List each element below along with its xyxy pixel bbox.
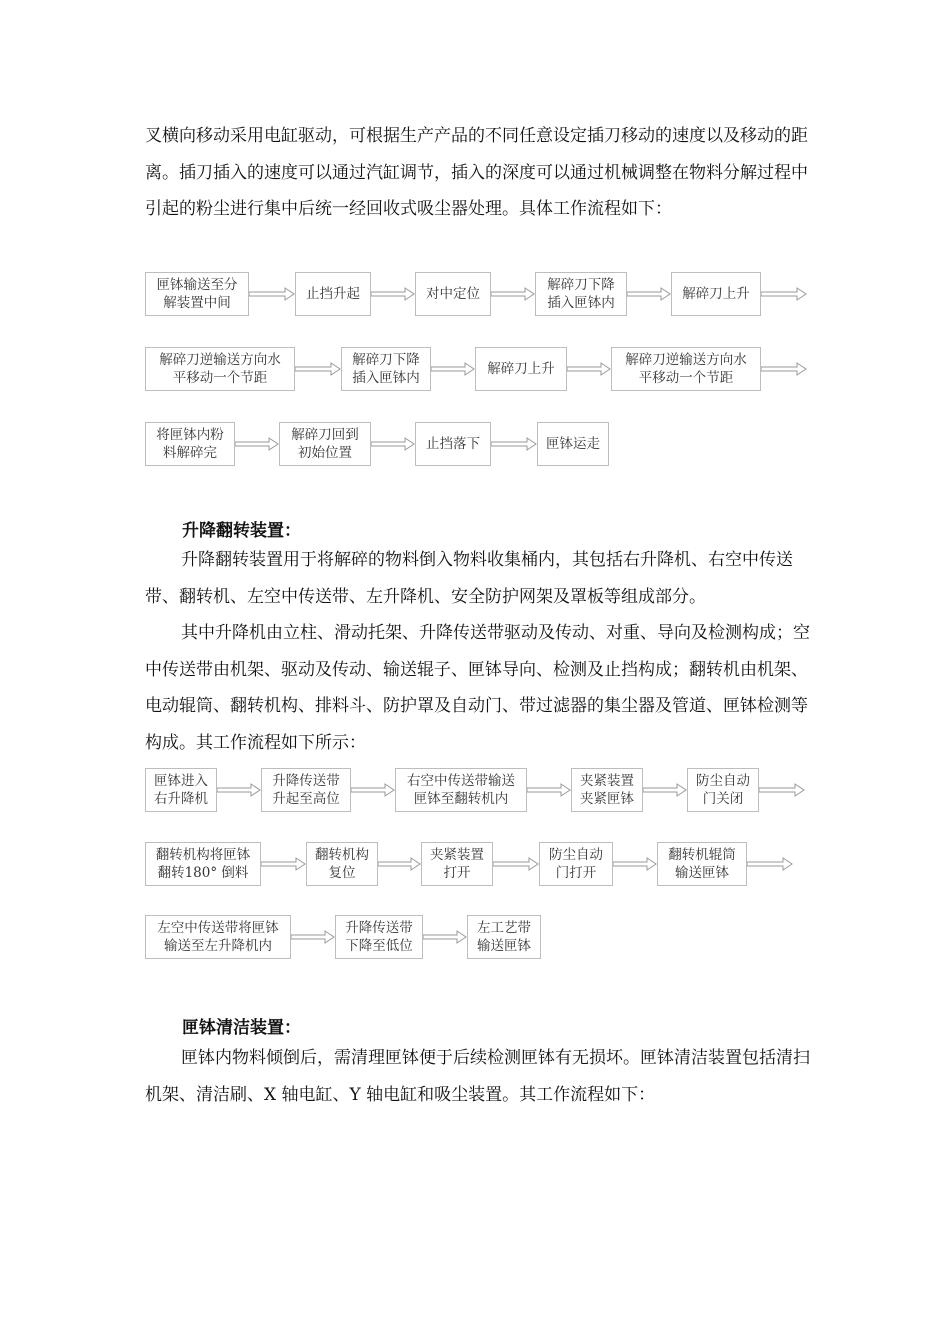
arrow-icon [291,930,335,944]
flow-step: 翻转机构 复位 [306,842,378,886]
arrow-icon [371,437,415,451]
flow-step: 解碎刀上升 [671,272,761,316]
section-heading-lift: 升降翻转装置： [182,521,301,541]
flow-step: 解碎刀回到 初始位置 [279,422,371,466]
arrow-icon [431,362,475,376]
lift-paragraph-1: 升降翻转装置用于将解碎的物料倒入物料收集桶内，其包括右升降机、右空中传送带、翻转机、左空中传送带、左升降机、安全防护网架及罩板等组成部分。 [145,550,793,607]
flow-step: 止挡升起 [295,272,371,316]
flow-step: 夹紧装置 夹紧匣钵 [571,768,643,812]
arrow-icon [761,287,807,301]
flow-step: 左工艺带 输送匣钵 [467,915,541,959]
flow-step: 升降传送带 升起至高位 [261,768,351,812]
flow-step: 翻转机辊筒 输送匣钵 [657,842,747,886]
arrow-icon [351,783,395,797]
arrow-icon [493,857,539,871]
arrow-icon [643,783,687,797]
flow-step: 左空中传送带将匣钵 输送至左升降机内 [145,915,291,959]
arrow-icon [378,857,421,871]
arrow-icon [761,362,807,376]
arrow-icon [423,930,467,944]
arrow-icon [759,783,805,797]
arrow-icon [627,287,671,301]
arrow-icon [747,857,793,871]
flow-step: 匣钵进入 右升降机 [145,768,217,812]
flow-step: 解碎刀逆输送方向水 平移动一个节距 [611,347,761,391]
clean-paragraph-1: 匣钵内物料倾倒后，需清理匣钵便于后续检测匣钵有无损坏。匣钵清洁装置包括清扫机架、清洁刷、X 轴电缸、Y 轴电缸和吸尘装置。其工作流程如下： [145,1048,810,1105]
flow-step: 对中定位 [415,272,491,316]
flow-step: 防尘自动 门打开 [539,842,613,886]
flow-step: 解碎刀下降 插入匣钵内 [535,272,627,316]
flow-step: 夹紧装置 打开 [421,842,493,886]
arrow-icon [527,783,571,797]
flow-step: 右空中传送带输送 匣钵至翻转机内 [395,768,527,812]
flow-step: 解碎刀逆输送方向水 平移动一个节距 [145,347,295,391]
arrow-icon [567,362,611,376]
lift-paragraph-2: 其中升降机由立柱、滑动托架、升降传送带驱动及传动、对重、导向及检测构成；空中传送带由机架、驱动及传动、输送辊子、匣钵导向、检测及止挡构成；翻转机由机架、电动辊筒、翻转机构、排料斗、防护罩及自动门、带过滤器的集尘器及管道、匣钵检测等构成。其工作流程如下所示： [145,623,810,753]
arrow-icon [295,362,341,376]
section-heading-clean: 匣钵清洁装置： [182,1018,301,1038]
intro-paragraph: 叉横向移动采用电缸驱动，可根据生产产品的不同任意设定插刀移动的速度以及移动的距离。插刀插入的速度可以通过汽缸调节，插入的深度可以通过机械调整在物料分解过程中引起的粉尘进行集中后统一经回收式吸尘器处理。具体工作流程如下： [145,126,808,219]
arrow-icon [235,437,279,451]
flow-step: 防尘自动 门关闭 [687,768,759,812]
flow-step: 升降传送带 下降至低位 [335,915,423,959]
flow-step: 匣钵运走 [537,422,609,466]
flow-step: 将匣钵内粉 料解碎完 [145,422,235,466]
arrow-icon [491,437,537,451]
arrow-icon [217,783,261,797]
arrow-icon [613,857,657,871]
flow-step: 解碎刀下降 插入匣钵内 [341,347,431,391]
arrow-icon [261,857,306,871]
flow-step: 止挡落下 [415,422,491,466]
arrow-icon [371,287,415,301]
flow-step: 翻转机构将匣钵 翻转180° 倒料 [145,842,261,886]
arrow-icon [249,287,295,301]
flow-step: 解碎刀上升 [475,347,567,391]
arrow-icon [491,287,535,301]
flow-step: 匣钵输送至分 解装置中间 [145,272,249,316]
